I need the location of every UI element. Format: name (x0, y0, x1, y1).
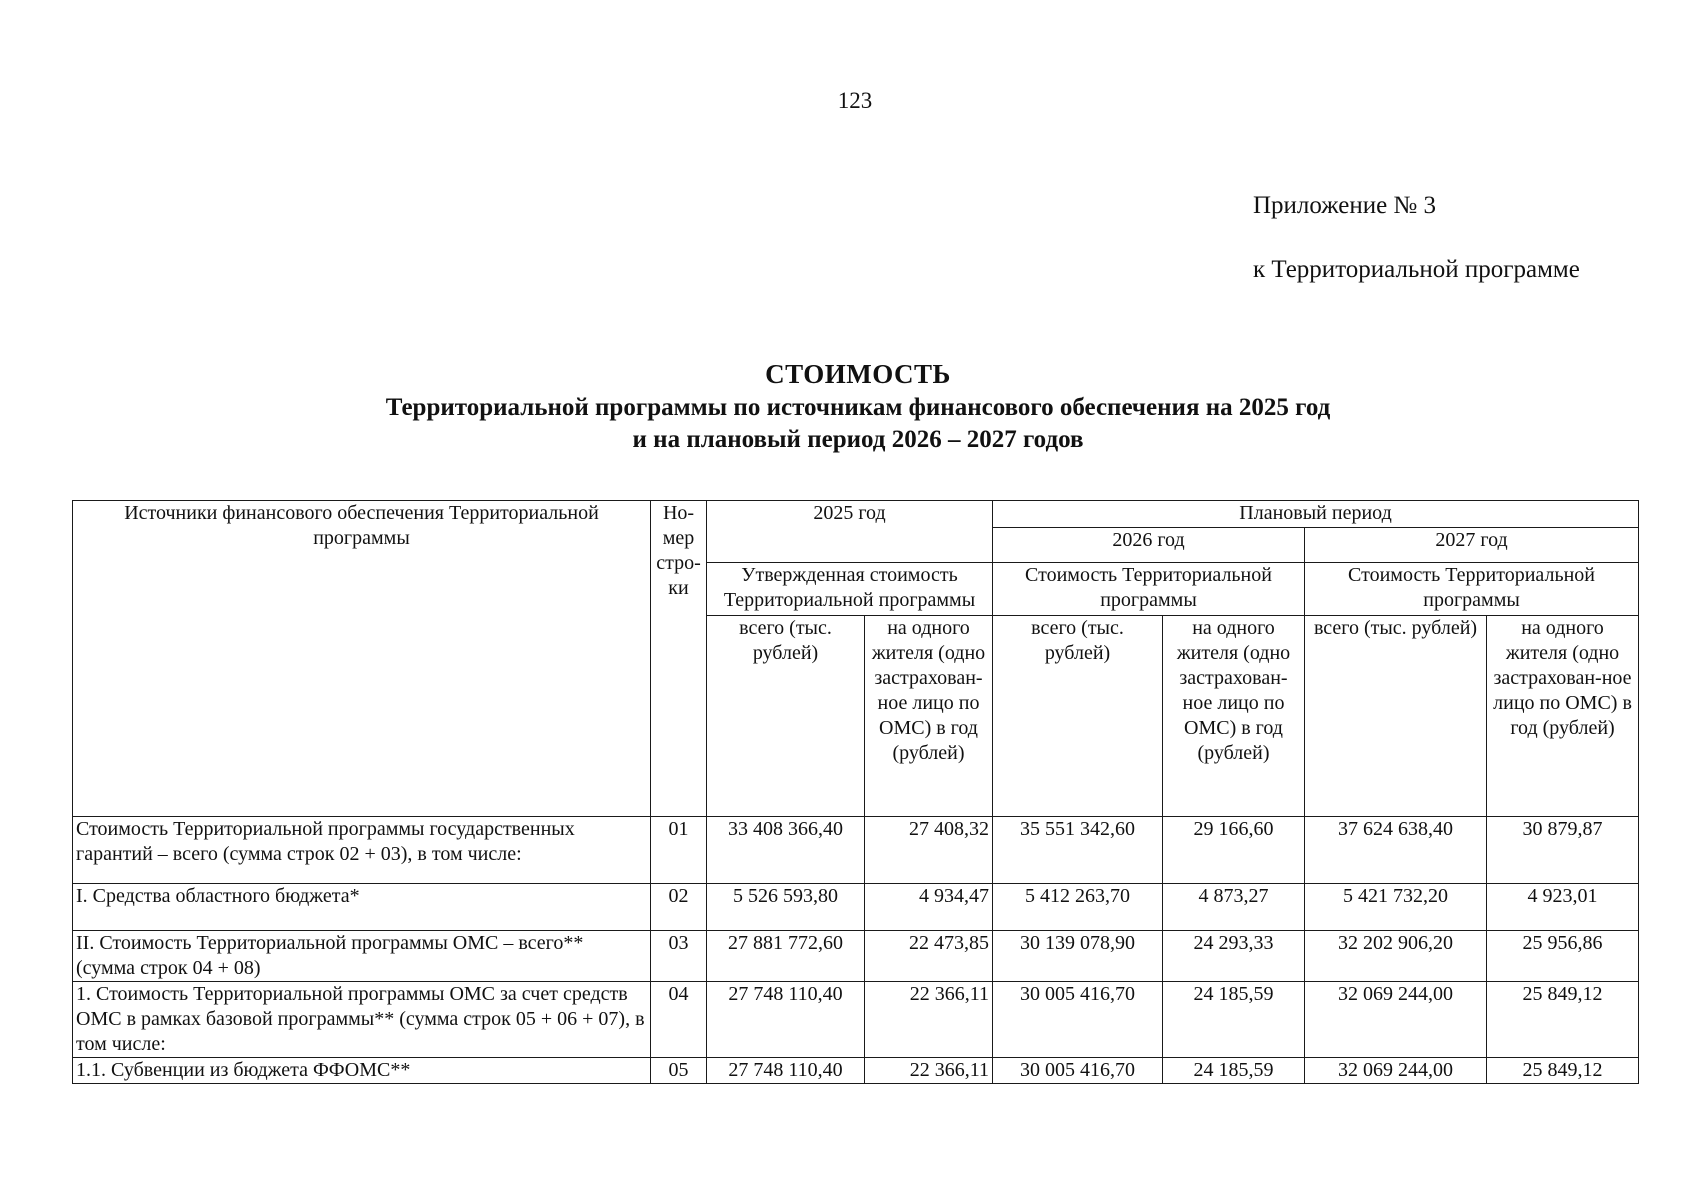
total-2025: 27 748 110,40 (707, 982, 865, 1058)
per-person-2025: 4 934,47 (865, 884, 993, 931)
per-person-2027: 30 879,87 (1487, 817, 1639, 884)
per-person-2026: 29 166,60 (1163, 817, 1305, 884)
total-2025: 27 748 110,40 (707, 1058, 865, 1084)
row-number: 04 (651, 982, 707, 1058)
total-2026: 30 005 416,70 (993, 1058, 1163, 1084)
total-2026: 30 005 416,70 (993, 982, 1163, 1058)
title-main: СТОИМОСТЬ (765, 359, 951, 389)
appendix-subtitle: к Территориальной программе (1253, 256, 1580, 283)
row-number: 03 (651, 931, 707, 982)
header-approved-cost-2025: Утвержденная стоимость Территориальной программы (707, 563, 993, 616)
per-person-2026: 24 185,59 (1163, 1058, 1305, 1084)
row-label: Стоимость Территориальной программы государственных гарантий – всего (сумма строк 02 + 03), в том числе: (73, 817, 651, 884)
per-person-2026: 4 873,27 (1163, 884, 1305, 931)
per-person-2025: 22 366,11 (865, 1058, 993, 1084)
per-person-2026: 24 185,59 (1163, 982, 1305, 1058)
header-cost-2026: Стоимость Территориальной программы (993, 563, 1305, 616)
header-year-2025: 2025 год (707, 501, 993, 563)
total-2025: 5 526 593,80 (707, 884, 865, 931)
total-2027: 37 624 638,40 (1305, 817, 1487, 884)
total-2027: 32 069 244,00 (1305, 982, 1487, 1058)
total-2027: 32 069 244,00 (1305, 1058, 1487, 1084)
per-person-2025: 22 366,11 (865, 982, 993, 1058)
header-total-2025: всего (тыс. рублей) (707, 616, 865, 817)
row-label: II. Стоимость Территориальной программы ОМС – всего** (сумма строк 04 + 08) (73, 931, 651, 982)
total-2027: 32 202 906,20 (1305, 931, 1487, 982)
per-person-2027: 25 849,12 (1487, 982, 1639, 1058)
page-number: 123 (837, 88, 873, 113)
per-person-2027: 25 956,86 (1487, 931, 1639, 982)
appendix-title: Приложение № 3 (1253, 192, 1437, 219)
cost-table (72, 500, 1639, 1084)
table-row (73, 1058, 1639, 1084)
row-number: 02 (651, 884, 707, 931)
total-2025: 27 881 772,60 (707, 931, 865, 982)
row-number: 01 (651, 817, 707, 884)
header-per-person-2026: на одного жителя (одно застрахован-ное лицо по ОМС) в год (рублей) (1163, 616, 1305, 817)
header-planned-period: Плановый период (993, 501, 1639, 528)
header-per-person-2025: на одного жителя (одно застрахован-ное лицо по ОМС) в год (рублей) (865, 616, 993, 817)
total-2026: 5 412 263,70 (993, 884, 1163, 931)
header-total-2026: всего (тыс. рублей) (993, 616, 1163, 817)
table-row (73, 982, 1639, 1058)
per-person-2025: 22 473,85 (865, 931, 993, 982)
table-row (73, 931, 1639, 982)
header-total-2027: всего (тыс. рублей) (1305, 616, 1487, 817)
document-title (0, 356, 1691, 456)
total-2026: 35 551 342,60 (993, 817, 1163, 884)
header-cost-2027: Стоимость Территориальной программы (1305, 563, 1639, 616)
total-2026: 30 139 078,90 (993, 931, 1163, 982)
header-row-number: Но-мер стро-ки (651, 501, 707, 817)
header-year-2026: 2026 год (993, 528, 1305, 563)
title-line-3: и на плановый период 2026 – 2027 годов (632, 426, 1084, 453)
header-per-person-2027: на одного жителя (одно застрахован-ное лицо по ОМС) в год (рублей) (1487, 616, 1639, 817)
row-label: 1. Стоимость Территориальной программы ОМС за счет средств ОМС в рамках базовой программы** (сумма строк 05 + 06 + 07), в том числе: (73, 982, 651, 1058)
header-year-2027: 2027 год (1305, 528, 1639, 563)
total-2027: 5 421 732,20 (1305, 884, 1487, 931)
table-row (73, 817, 1639, 884)
per-person-2027: 4 923,01 (1487, 884, 1639, 931)
table-row (73, 884, 1639, 931)
header-source: Источники финансового обеспечения Территориальной программы (73, 501, 651, 817)
total-2025: 33 408 366,40 (707, 817, 865, 884)
per-person-2027: 25 849,12 (1487, 1058, 1639, 1084)
per-person-2025: 27 408,32 (865, 817, 993, 884)
title-line-2: Территориальной программы по источникам финансового обеспечения на 2025 год (385, 394, 1331, 421)
row-label: I. Средства областного бюджета* (73, 884, 651, 931)
per-person-2026: 24 293,33 (1163, 931, 1305, 982)
row-number: 05 (651, 1058, 707, 1084)
row-label: 1.1. Субвенции из бюджета ФФОМС** (73, 1058, 651, 1084)
